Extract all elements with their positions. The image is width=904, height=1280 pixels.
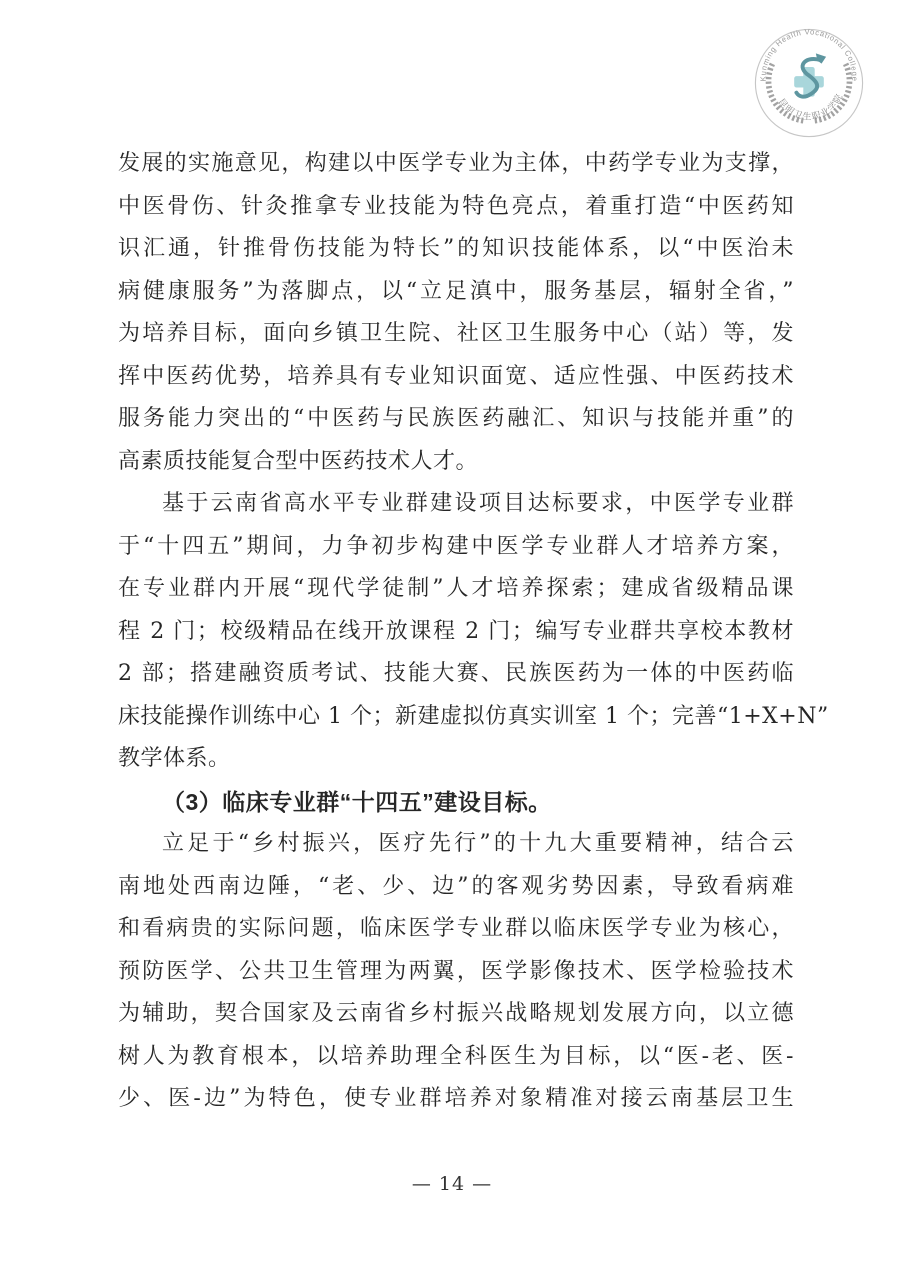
text-line: 在专业群内开展“现代学徒制”人才培养探索；建成省级精品课 xyxy=(118,576,794,601)
text-line: 树人为教育根本，以培养助理全科医生为目标，以“医-老、医- xyxy=(118,1043,794,1069)
paragraph-1 xyxy=(118,143,794,483)
college-seal-logo xyxy=(752,26,866,140)
text-line: 少、医-边”为特色，使专业群培养对象精准对接云南基层卫生 xyxy=(118,1086,794,1111)
text-line: 预防医学、公共卫生管理为两翼，医学影像技术、医学检验技术 xyxy=(118,958,794,984)
medical-cross-icon xyxy=(794,67,824,97)
text-line: 和看病贵的实际问题，临床医学专业群以临床医学专业为核心， xyxy=(118,916,794,941)
text-line: 中医骨伤、针灸推拿专业技能为特色亮点，着重打造“中医药知 xyxy=(118,193,794,219)
page-number: — 14 — xyxy=(411,1173,493,1195)
paragraph-3 xyxy=(118,823,794,1121)
seal-english-text: Kunming Health Vocational College xyxy=(758,27,860,82)
text-line: 发展的实施意见，构建以中医学专业为主体，中药学专业为支撑， xyxy=(118,151,794,176)
text-line: 床技能操作训练中心 1 个；新建虚拟仿真实训室 1 个；完善“1+X+N” xyxy=(118,703,829,729)
text-line: 挥中医药优势，培养具有专业知识面宽、适应性强、中医药技术 xyxy=(118,363,794,389)
text-line: 识汇通，针推骨伤技能为特长”的知识技能体系，以“中医治未 xyxy=(118,236,794,261)
paragraph-2 xyxy=(118,483,829,781)
text-line: 程 2 门；校级精品在线开放课程 2 门；编写专业群共享校本教材 xyxy=(118,618,795,644)
text-line: 高素质技能复合型中医药技术人才。 xyxy=(118,448,479,474)
text-line: 基于云南省高水平专业群建设项目达标要求，中医学专业群 xyxy=(162,491,794,516)
text-line: 立足于“乡村振兴，医疗先行”的十九大重要精神，结合云 xyxy=(162,831,794,856)
seal-chinese-text: 昆明卫生职业学院 xyxy=(775,92,846,123)
text-line: 为培养目标，面向乡镇卫生院、社区卫生服务中心（站）等，发 xyxy=(118,321,794,346)
section-heading: （3）临床专业群“十四五”建设目标。 xyxy=(162,788,552,815)
text-line: 2 部；搭建融资质考试、技能大赛、民族医药为一体的中医药临 xyxy=(118,661,794,686)
text-line: 病健康服务”为落脚点，以“立足滇中，服务基层，辐射全省，” xyxy=(118,278,794,304)
text-line: 服务能力突出的“中医药与民族医药融汇、知识与技能并重”的 xyxy=(118,406,794,431)
text-line: 南地处西南边陲，“老、少、边”的客观劣势因素，导致看病难 xyxy=(118,873,794,899)
text-line: 为辅助，契合国家及云南省乡村振兴战略规划发展方向，以立德 xyxy=(118,1001,794,1026)
text-line: 于“十四五”期间，力争初步构建中医学专业群人才培养方案， xyxy=(118,533,794,559)
text-line: 教学体系。 xyxy=(118,746,231,771)
document-body xyxy=(118,143,829,1121)
college-seal-icon xyxy=(752,26,866,140)
